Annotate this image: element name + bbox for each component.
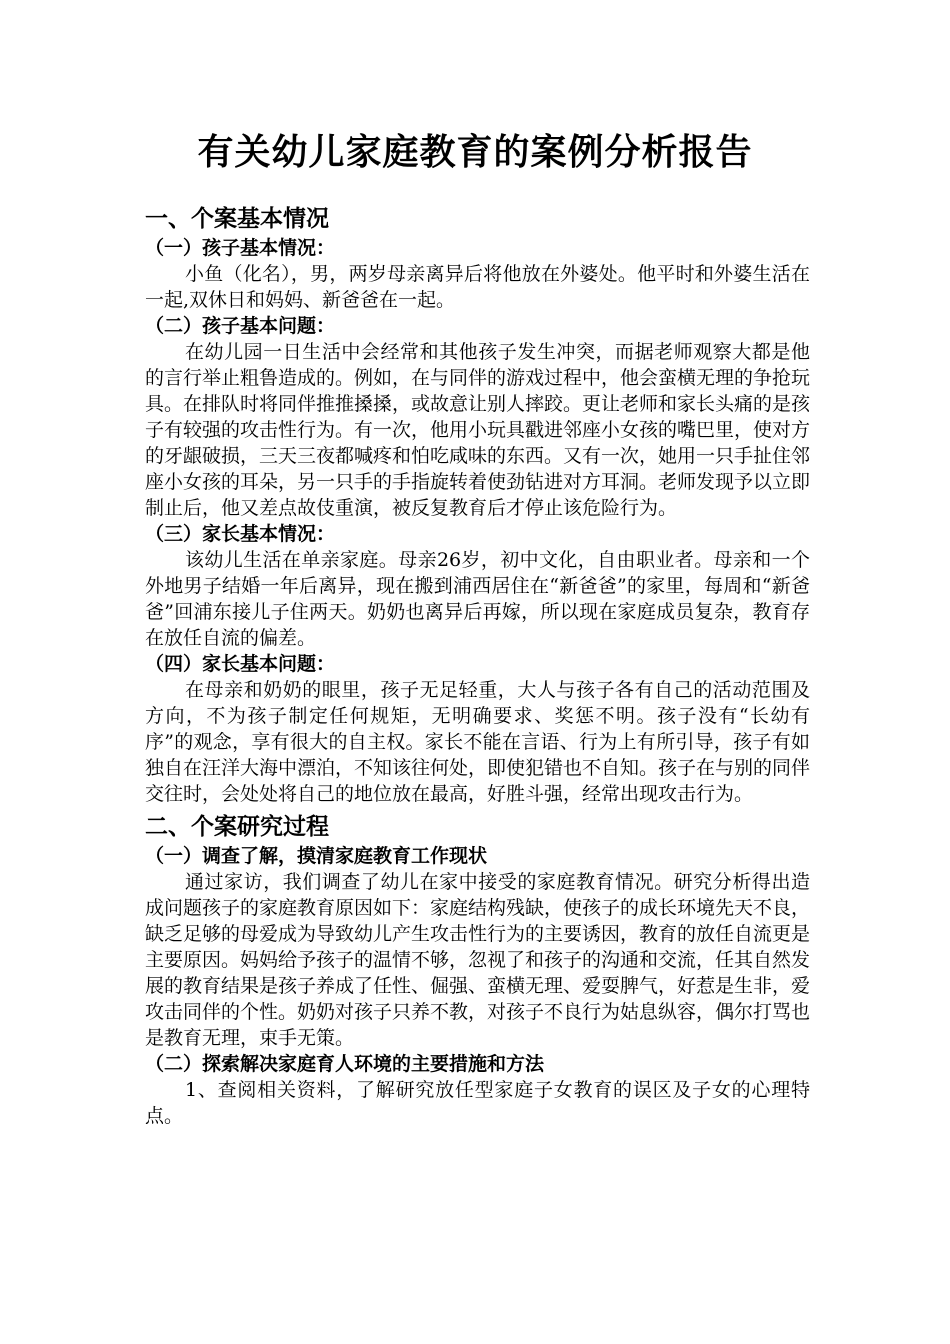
- subsection-heading: （四）家长基本问题：: [145, 653, 336, 675]
- paragraph: 小鱼（化名），男，两岁母亲离异后将他放在外婆处。他平时和外婆生活在一起,双休日和妈妈、新爸爸在一起。: [145, 263, 810, 311]
- paragraph: 该幼儿生活在单亲家庭。母亲26岁，初中文化，自由职业者。母亲和一个外地男子结婚一年后离异，现在搬到浦西居住在“新爸爸”的家里，每周和“新爸爸”回浦东接儿子住两天。奶奶也离异后再嫁，所以现在家庭成员复杂，教育存在放任自流的偏差。: [145, 549, 810, 649]
- subsection-heading: （二）孩子基本问题：: [145, 315, 336, 337]
- document-body: [145, 203, 810, 1129]
- paragraph: 1、查阅相关资料，了解研究放任型家庭子女教育的误区及子女的心理特点。: [145, 1079, 810, 1127]
- subsection-heading: （一）孩子基本情况：: [145, 237, 336, 259]
- section-heading: 二、个案研究过程: [145, 813, 329, 840]
- subsection-heading: （三）家长基本情况：: [145, 523, 336, 545]
- subsection-heading: （二）探索解决家庭育人环境的主要措施和方法: [145, 1053, 545, 1075]
- paragraph: 在母亲和奶奶的眼里，孩子无足轻重，大人与孩子各有自己的活动范围及方向，不为孩子制定任何规矩，无明确要求、奖惩不明。孩子没有“长幼有序”的观念，享有很大的自主权。家长不能在言语、行为上有所引导，孩子有如独自在汪洋大海中漂泊，不知该往何处，即使犯错也不自知。孩子在与别的同伴交往时，会处处将自己的地位放在最高，好胜斗强，经常出现攻击行为。: [145, 679, 811, 805]
- document-title: 有关幼儿家庭教育的案例分析报告: [197, 131, 753, 173]
- section-heading: 一、个案基本情况: [145, 205, 329, 232]
- subsection-heading: （一）调查了解，摸清家庭教育工作现状: [145, 845, 488, 867]
- paragraph: 在幼儿园一日生活中会经常和其他孩子发生冲突，而据老师观察大都是他的言行举止粗鲁造成的。例如，在与同伴的游戏过程中，他会蛮横无理的争抢玩具。在排队时将同伴推推搡搡，或故意让别人摔跤。更让老师和家长头痛的是孩子有较强的攻击性行为。有一次，他用小玩具戳进邻座小女孩的嘴巴里，使对方的牙龈破损，三天三夜都喊疼和怕吃咸味的东西。又有一次，她用一只手扯住邻座小女孩的耳朵，另一只手的手指旋转着使劲钻进对方耳洞。老师发现予以立即制止后，他又差点故伎重演，被反复教育后才停止该危险行为。: [145, 341, 811, 519]
- paragraph: 通过家访，我们调查了幼儿在家中接受的家庭教育情况。研究分析得出造成问题孩子的家庭教育原因如下：家庭结构残缺，使孩子的成长环境先天不良，缺乏足够的母爱成为导致幼儿产生攻击性行为的主要诱因，教育的放任自流更是主要原因。妈妈给予孩子的温情不够，忽视了和孩子的沟通和交流，任其自然发展的教育结果是孩子养成了任性、倔强、蛮横无理、爱耍脾气，好惹是生非，爱攻击同伴的个性。奶奶对孩子只养不教，对孩子不良行为姑息纵容，偶尔打骂也是教育无理，束手无策。: [145, 871, 811, 1049]
